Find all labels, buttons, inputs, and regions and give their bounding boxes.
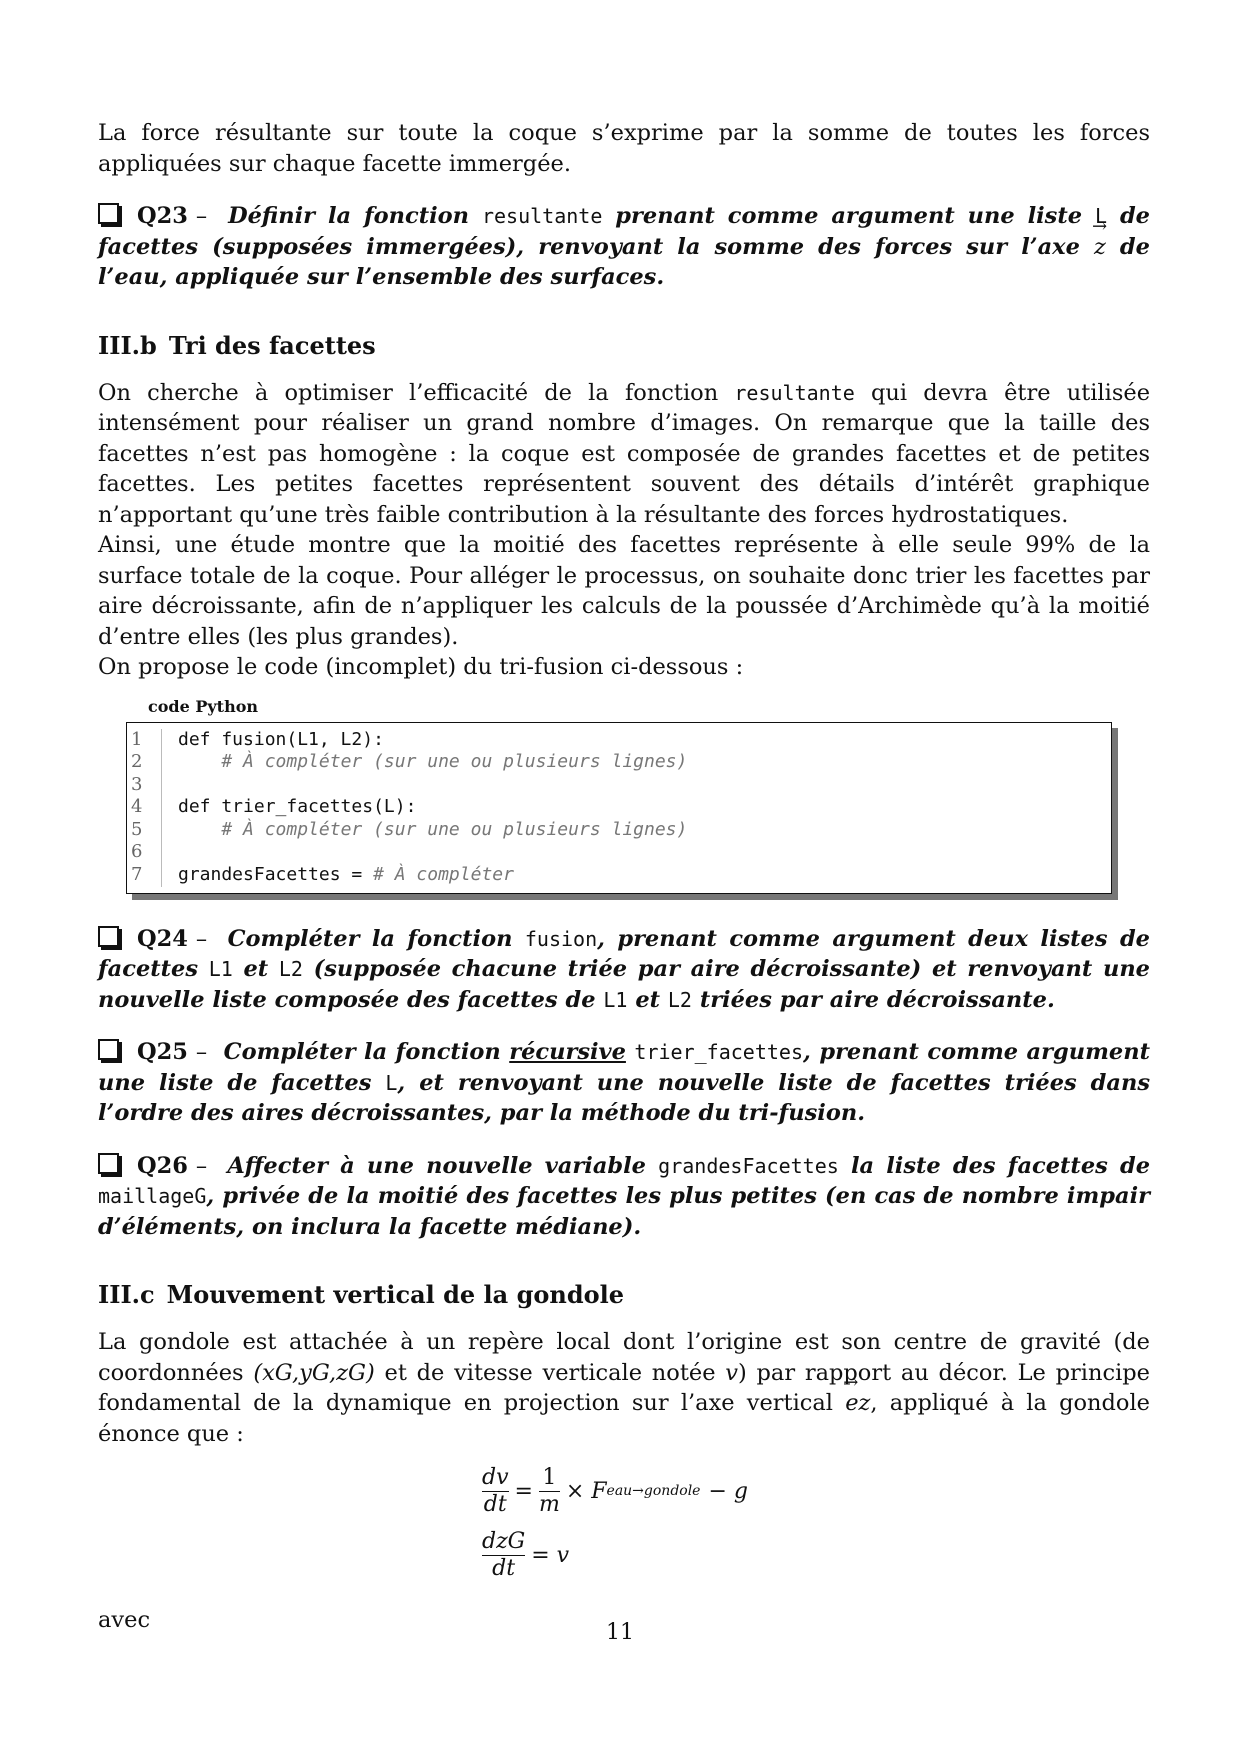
checkbox-icon [98, 926, 119, 947]
q24-text-4: (supposée chacune triée par aire décroissante) et renvoyant une nouvelle liste composée des facettes de [98, 956, 1150, 1013]
q23-text-2: prenant comme argument une liste [615, 203, 1083, 229]
line-number: 2 [127, 751, 162, 774]
paragraph-b2: Ainsi, une étude montre que la moitié des facettes représente à elle seule 99% de la surface totale de la coque. Pour alléger le processus, on souhaite donc trier les facettes par aire décroissante, afin de n’appliquer les calculs de la poussée d’Archimède qu’à la moitié d’entre elles (les plus grandes). [98, 532, 1150, 650]
code-comment: # À compléter (sur une ou plusieurs lignes) [221, 818, 688, 840]
para-b1-post: qui devra être utilisée intensément pour réaliser un grand nombre d’images. On remarque que la taille des facettes n’est pas homogène : la coque est composée de grandes facettes et de petites facettes. Les petites facettes représentent souvent des détails d’intérêt graphique n’apportant qu’une très faible contribution à la résultante des forces hydrostatiques. [98, 379, 1151, 528]
dash: – [195, 203, 208, 229]
question-number: Q23 [137, 203, 188, 229]
question-q23 [98, 201, 1150, 293]
line-number: 5 [127, 819, 162, 842]
para-b1-pre: On cherche à optimiser l’efficacité de la fonction [98, 379, 719, 406]
code-text [178, 819, 221, 842]
q25-text-1: Compléter la fonction [223, 1039, 501, 1066]
coordinates: (xG,yG,zG) [253, 1359, 375, 1386]
q25-code-2: L [385, 1070, 398, 1095]
code-line [127, 841, 1111, 864]
line-number: 4 [127, 796, 162, 819]
code-line [127, 819, 1111, 842]
equation-block [98, 1459, 1150, 1587]
section-heading-b [98, 331, 1150, 360]
q26-code-1: grandesFacettes [658, 1153, 839, 1178]
paragraph-b3: On propose le code (incomplet) du tri-fusion ci-dessous : [98, 654, 744, 680]
equation-2-rhs: = v [531, 1542, 570, 1568]
question-number: Q24 [137, 925, 188, 952]
question-q24 [98, 924, 1150, 1016]
gravity-term: − g [708, 1478, 748, 1504]
para-c1-d: , appliqué à la gondole énonce que : [98, 1390, 1150, 1447]
checkbox-icon [98, 1153, 119, 1174]
code-text: grandesFacettes = [178, 864, 374, 886]
code-listing [126, 722, 1112, 894]
q25-text-2: , prenant comme argument une liste de facettes [98, 1039, 1150, 1096]
q26-text-3: , privée de la moitié des facettes les plus petites (en cas de nombre impair d’éléments, on inclura la facette médiane). [98, 1183, 1150, 1240]
page-number: 11 [606, 1620, 634, 1645]
q23-code-2: L [1094, 204, 1108, 228]
code-line [127, 864, 1111, 887]
code-text: def trier_facettes(L): [178, 796, 417, 818]
page-content [98, 118, 1150, 1636]
code-text [178, 751, 221, 774]
code-title: code Python [148, 696, 259, 716]
dash: – [195, 925, 208, 952]
denominator: dt [492, 1555, 516, 1581]
fraction-1-m [539, 1465, 560, 1518]
code-text: def fusion(L1, L2): [178, 728, 384, 750]
intro-paragraph: La force résultante sur toute la coque s’exprime par la somme de toutes les forces appliquées sur chaque facette immergée. [98, 120, 1150, 177]
code-line [127, 729, 1111, 752]
question-q25 [98, 1037, 1150, 1129]
para-c1-b: et de vitesse verticale notée [384, 1359, 716, 1386]
line-number: 1 [127, 729, 162, 752]
fraction-dzg-dt [482, 1529, 525, 1582]
equation-2 [476, 1523, 1150, 1587]
code-line [127, 751, 1111, 774]
vector-z: → z [1094, 232, 1106, 263]
question-number: Q25 [137, 1039, 188, 1066]
question-number: Q26 [137, 1152, 188, 1179]
dash: – [195, 1152, 208, 1179]
q24-code-4: L1 [603, 987, 628, 1012]
question-q26 [98, 1151, 1150, 1243]
fraction-dv-dt [482, 1465, 509, 1518]
code-comment: # À compléter (sur une ou plusieurs lignes) [221, 751, 688, 773]
dash: – [195, 1039, 208, 1066]
para-b1-code: resultante [734, 380, 855, 405]
numerator: dv [482, 1464, 509, 1490]
q25-code-1: trier_facettes [634, 1040, 803, 1065]
section-heading-c [98, 1280, 1150, 1309]
section-number: III.c [98, 1280, 155, 1310]
checkbox-icon [98, 1039, 119, 1060]
checkbox-icon [98, 203, 119, 224]
q25-underlined: récursive [509, 1039, 626, 1066]
paragraph-c1 [98, 1327, 1150, 1449]
numerator: 1 [542, 1464, 557, 1490]
denominator: dt [483, 1491, 507, 1517]
q23-text-1: Définir la fonction [228, 203, 470, 229]
avec-text: avec [98, 1607, 151, 1634]
q23-code-1: resultante [481, 204, 603, 228]
force-subscript: eau→gondole [606, 1483, 701, 1500]
q24-code-3: L2 [278, 957, 303, 982]
section-title: Tri des facettes [168, 330, 376, 360]
q24-text-6: triées par aire décroissante. [699, 986, 1055, 1013]
q26-text-2: la liste des facettes de [850, 1152, 1151, 1179]
q24-code-2: L1 [208, 957, 233, 982]
q24-code-1: fusion [524, 926, 598, 951]
q26-text-1: Affecter à une nouvelle variable [227, 1152, 646, 1179]
q24-text-5: et [635, 986, 661, 1013]
code-comment: # À compléter [373, 864, 514, 886]
velocity-symbol: v [725, 1359, 738, 1386]
q23-text-4: de l’eau, appliquée sur l’ensemble des surfaces. [98, 233, 1150, 290]
paragraph-b1 [98, 378, 1150, 531]
vector-ez: → ez [845, 1388, 870, 1419]
code-line [127, 774, 1111, 797]
line-number: 7 [127, 864, 162, 887]
numerator: dzG [482, 1528, 526, 1554]
para-c1-c: ) par rapport au décor. Le principe fondamental de la dynamique en projection sur l’axe vertical [98, 1359, 1150, 1417]
q26-code-2: maillageG [98, 1184, 207, 1209]
line-number: 3 [127, 774, 162, 797]
q25-text-3: , et renvoyant une nouvelle liste de facettes triées dans l’ordre des aires décroissantes, par la méthode du tri-fusion. [98, 1069, 1150, 1127]
force-term: × F [565, 1478, 607, 1504]
section-number: III.b [98, 330, 157, 360]
section-title: Mouvement vertical de la gondole [166, 1280, 624, 1310]
line-number: 6 [127, 841, 162, 864]
code-line [127, 796, 1111, 819]
denominator: m [538, 1491, 560, 1517]
q24-text-1: Compléter la fonction [227, 925, 513, 952]
q23-text-3: de facettes (supposées immergées), renvoyant la somme des forces sur l’axe [98, 203, 1151, 260]
equation-1 [476, 1459, 1150, 1523]
q24-text-3: et [243, 956, 269, 983]
q24-text-2: , prenant comme argument deux listes de facettes [98, 925, 1150, 983]
equals-sign: = [514, 1478, 533, 1504]
para-c1-a: La gondole est attachée à un repère local dont l’origine est son centre de gravité (de coordonnées [98, 1329, 1150, 1386]
q24-code-5: L2 [667, 987, 692, 1012]
